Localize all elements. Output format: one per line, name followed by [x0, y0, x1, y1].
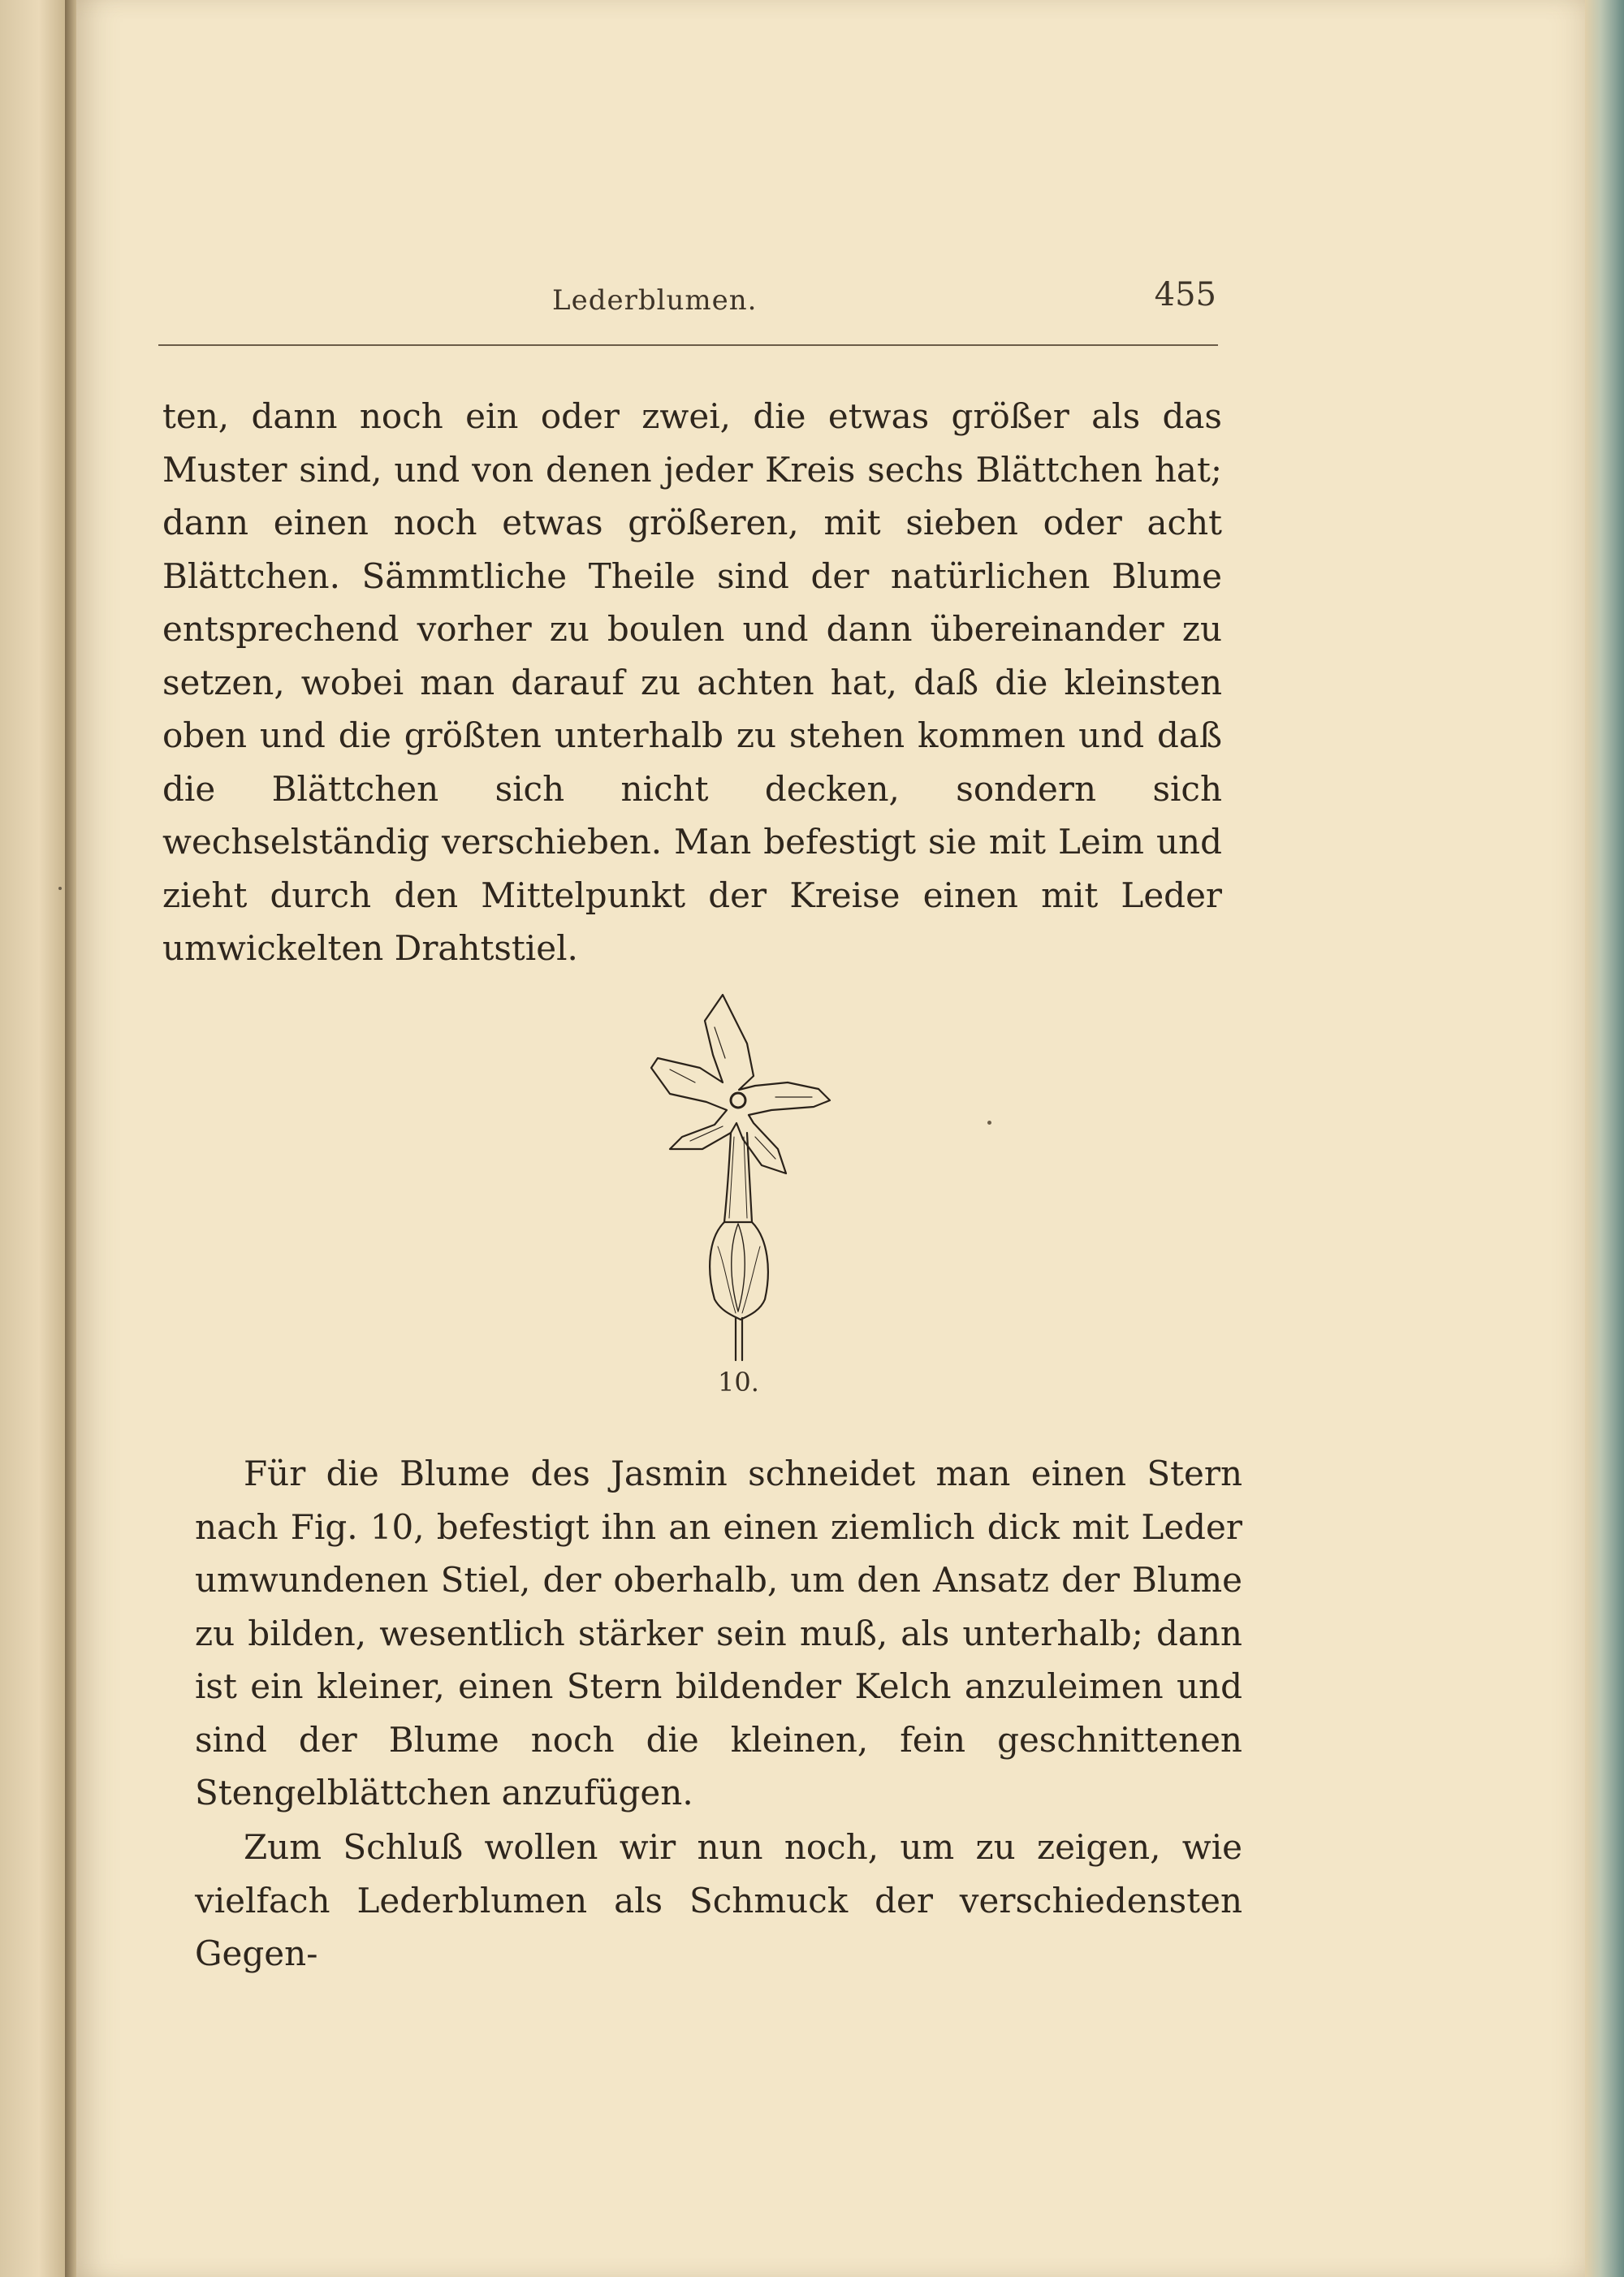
left-page-edge	[0, 0, 67, 2277]
flower-petals	[651, 995, 830, 1173]
jasmine-flower-illustration	[633, 979, 844, 1368]
paragraph-2: Für die Blume des Jasmin schneidet man einen Stern nach Fig. 10, befestigt ihn an einen ziemlich dick mit Leder umwundenen Stiel, der oberhalb, um den Ansatz der Blume zu bilden, wesentlich stärker sein muß, als unterhalb; dann ist ein kleiner, einen Stern bildender Kelch anzuleimen und sind der Blume noch die kleinen, fein geschnittenen Stengelblättchen anzufügen.	[195, 1454, 1242, 1813]
running-title: Lederblumen.	[552, 284, 758, 317]
book-gutter	[65, 0, 76, 2277]
paragraph-1: ten, dann noch ein oder zwei, die etwas größer als das Muster sind, und von denen jeder Kreis sechs Blättchen hat; dann einen noch etwas größeren, mit sieben oder acht Blättchen. Sämmtliche Theile sind der natürlichen Blume entsprechend vorher zu boulen und dann übereinander zu setzen, wobei man darauf zu achten hat, daß die kleinsten oben und die größten unterhalb zu stehen kommen und daß die Blättchen sich nicht decken, sondern sich wechselständig verschieben. Man befestigt sie mit Leim und zieht durch den Mittelpunkt der Kreise einen mit Leder umwickelten Drahtstiel.	[162, 396, 1222, 968]
paragraph-3: Zum Schluß wollen wir nun noch, um zu zeigen, wie vielfach Lederblumen als Schmuck der verschiedensten Gegen-	[195, 1827, 1242, 1973]
page-stack-edge	[1585, 0, 1624, 2277]
page-number: 455	[1154, 276, 1216, 313]
figure-caption: 10.	[718, 1367, 759, 1398]
header-rule	[158, 344, 1218, 346]
page-header	[162, 276, 1216, 325]
paper-speck	[58, 887, 62, 890]
paper-speck	[987, 1121, 991, 1125]
